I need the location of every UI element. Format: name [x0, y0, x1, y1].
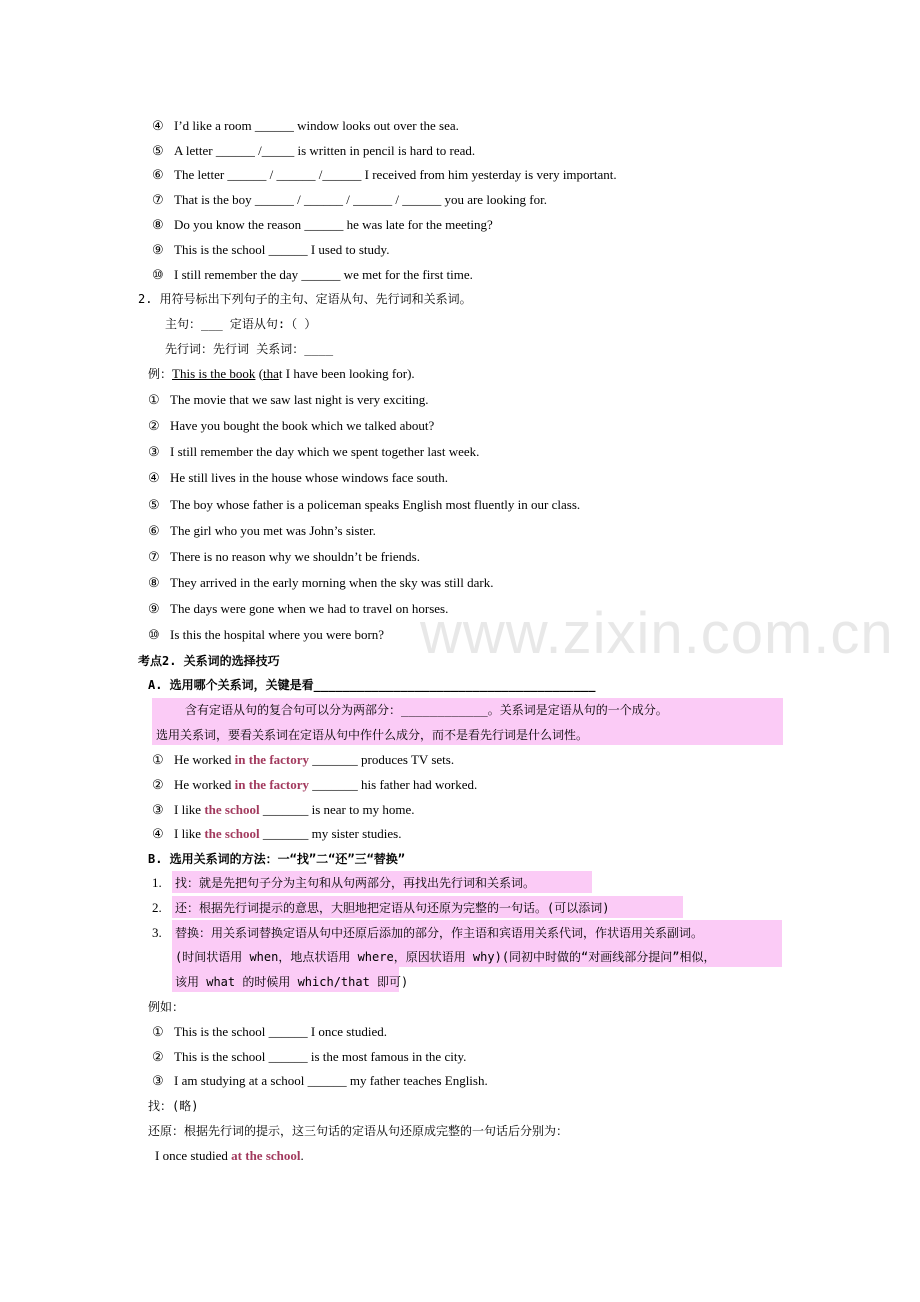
list-item	[148, 496, 580, 514]
item-text: I’d like a room ______ window looks out over the sea.	[174, 118, 459, 133]
step-text: (时间状语用 when，地点状语用 where，原因状语用 why)(同初中时做的“对画线部分提问”相似，	[175, 950, 716, 964]
list-item	[148, 574, 493, 592]
item-number: ⑥	[148, 523, 160, 538]
list-item	[152, 1048, 466, 1066]
item-text: This is the school ______ is the most famous in the city.	[174, 1049, 467, 1064]
highlight-text-1: 含有定语从句的复合句可以分为两部分：____________。关系词是定语从句的一个成分。	[185, 703, 668, 717]
list-item	[152, 1023, 387, 1041]
item-text: Have you bought the book which we talked about?	[170, 418, 435, 433]
example-relative-word: tha	[263, 366, 279, 381]
item-number: ④	[152, 826, 164, 841]
question-2-title: 2. 用符号标出下列句子的主句、定语从句、先行词和关系词。	[138, 292, 472, 306]
item-text: The boy whose father is a policeman speaks English most fluently in our class.	[170, 497, 581, 512]
item-text: This is the school ______ I once studied.	[174, 1024, 388, 1039]
item-text: I still remember the day which we spent together last week.	[170, 444, 480, 459]
example-paren: (	[255, 366, 264, 381]
list-item	[152, 776, 477, 794]
restored-phrase: at the school	[231, 1148, 301, 1163]
item-text: I still remember the day ______ we met for the first time.	[174, 267, 473, 282]
list-item	[152, 166, 617, 184]
example-main-clause: This is the book	[172, 366, 256, 381]
item-text: I like	[174, 802, 205, 817]
step-text: 替换：用关系词替换定语从句中还原后添加的部分，作主语和宾语用关系代词，作状语用关系副词。	[175, 926, 704, 940]
item-number: ⑦	[148, 549, 160, 564]
legend-line-2: 先行词：先行词 关系词：____	[165, 342, 334, 356]
step-number: 3.	[152, 925, 162, 940]
list-item	[148, 522, 376, 540]
list-item	[152, 241, 389, 259]
list-item	[148, 626, 384, 644]
item-text: The movie that we saw last night is very exciting.	[170, 392, 429, 407]
list-item	[148, 600, 448, 618]
sentence-text: I once studied	[155, 1148, 232, 1163]
legend-line-1: 主句：___ 定语从句:（ ）	[165, 317, 317, 331]
item-text: _______ is near to my home.	[259, 802, 415, 817]
item-text: He still lives in the house whose windows face south.	[170, 470, 449, 485]
example-line	[148, 365, 415, 383]
item-number: ③	[152, 802, 164, 817]
highlight-text-2: 选用关系词，要看关系词在定语从句中作什么成分，而不是看先行词是什么词性。	[156, 728, 589, 742]
list-item	[152, 1072, 488, 1090]
item-text: _______ his father had worked.	[309, 777, 478, 792]
item-number: ③	[148, 444, 160, 459]
sentence-text: .	[300, 1148, 304, 1163]
item-number: ②	[148, 418, 160, 433]
item-text: Do you know the reason ______ he was late for the meeting?	[174, 217, 493, 232]
item-text: He worked	[174, 752, 235, 767]
list-item	[148, 443, 479, 461]
find-line: 找：(略)	[148, 1099, 199, 1113]
item-text: That is the boy ______ / ______ / ______ / ______ you are looking for.	[174, 192, 547, 207]
example-label: 例：	[148, 367, 173, 381]
item-number: ④	[148, 470, 160, 485]
antecedent-highlight: the school	[204, 802, 260, 817]
list-item	[148, 469, 448, 487]
antecedent-highlight: in the factory	[234, 752, 310, 767]
item-number: ⑦	[152, 192, 164, 207]
list-item	[152, 825, 402, 843]
step-number: 1.	[152, 875, 162, 890]
item-text: He worked	[174, 777, 235, 792]
list-item	[148, 417, 434, 435]
item-number: ⑨	[152, 242, 164, 257]
watermark: www.zixin.com.cn	[420, 601, 894, 666]
antecedent-highlight: the school	[204, 826, 260, 841]
item-number: ⑤	[148, 497, 160, 512]
item-text: I am studying at a school ______ my father teaches English.	[174, 1073, 488, 1088]
section-b-title: B. 选用关系词的方法：一“找”二“还”三“替换”	[148, 852, 406, 866]
list-item	[152, 751, 454, 769]
step-number: 2.	[152, 900, 162, 915]
item-text: This is the school ______ I used to study.	[174, 242, 390, 257]
item-number: ①	[148, 392, 160, 407]
antecedent-highlight: in the factory	[234, 777, 310, 792]
restored-sentence	[155, 1147, 304, 1165]
item-number: ⑧	[152, 217, 164, 232]
step-text: 找：就是先把句子分为主句和从句两部分，再找出先行词和关系词。	[175, 876, 536, 890]
item-text: Is this the hospital where you were born?	[170, 627, 385, 642]
item-number: ⑤	[152, 143, 164, 158]
item-text: _______ my sister studies.	[259, 826, 402, 841]
item-text: The girl who you met was John’s sister.	[170, 523, 376, 538]
section-a-title: A. 选用哪个关系词，关键是看_______________________________________	[148, 678, 596, 692]
item-text: I like	[174, 826, 205, 841]
list-item	[148, 548, 420, 566]
item-text: There is no reason why we shouldn’t be friends.	[170, 549, 420, 564]
list-item	[148, 391, 429, 409]
item-number: ⑩	[152, 267, 164, 282]
list-item	[152, 117, 459, 135]
example-rest: t I have been looking for).	[278, 366, 415, 381]
list-item	[152, 191, 547, 209]
list-item	[152, 216, 493, 234]
restore-line: 还原：根据先行词的提示，这三句话的定语从句还原成完整的一句话后分别为：	[148, 1124, 569, 1138]
item-number: ①	[152, 752, 164, 767]
item-number: ②	[152, 777, 164, 792]
item-text: The letter ______ / ______ /______ I received from him yesterday is very important.	[174, 167, 617, 182]
item-number: ⑨	[148, 601, 160, 616]
item-number: ②	[152, 1049, 164, 1064]
item-number: ⑧	[148, 575, 160, 590]
item-number: ①	[152, 1024, 164, 1039]
example-label: 例如：	[148, 1000, 185, 1014]
item-text: A letter ______ /_____ is written in pencil is hard to read.	[174, 143, 476, 158]
step-text: 还：根据先行词提示的意思，大胆地把定语从句还原为完整的一句话。(可以添词)	[175, 901, 610, 915]
section-2-title: 考点2. 关系词的选择技巧	[138, 654, 280, 668]
item-text: The days were gone when we had to travel on horses.	[170, 601, 449, 616]
step-text: 该用 what 的时候用 which/that 即可)	[175, 975, 409, 989]
list-item	[152, 801, 414, 819]
item-number: ⑥	[152, 167, 164, 182]
item-number: ③	[152, 1073, 164, 1088]
list-item	[152, 142, 475, 160]
item-text: _______ produces TV sets.	[309, 752, 455, 767]
item-number: ④	[152, 118, 164, 133]
item-number: ⑩	[148, 627, 160, 642]
list-item	[152, 266, 473, 284]
item-text: They arrived in the early morning when the sky was still dark.	[170, 575, 494, 590]
